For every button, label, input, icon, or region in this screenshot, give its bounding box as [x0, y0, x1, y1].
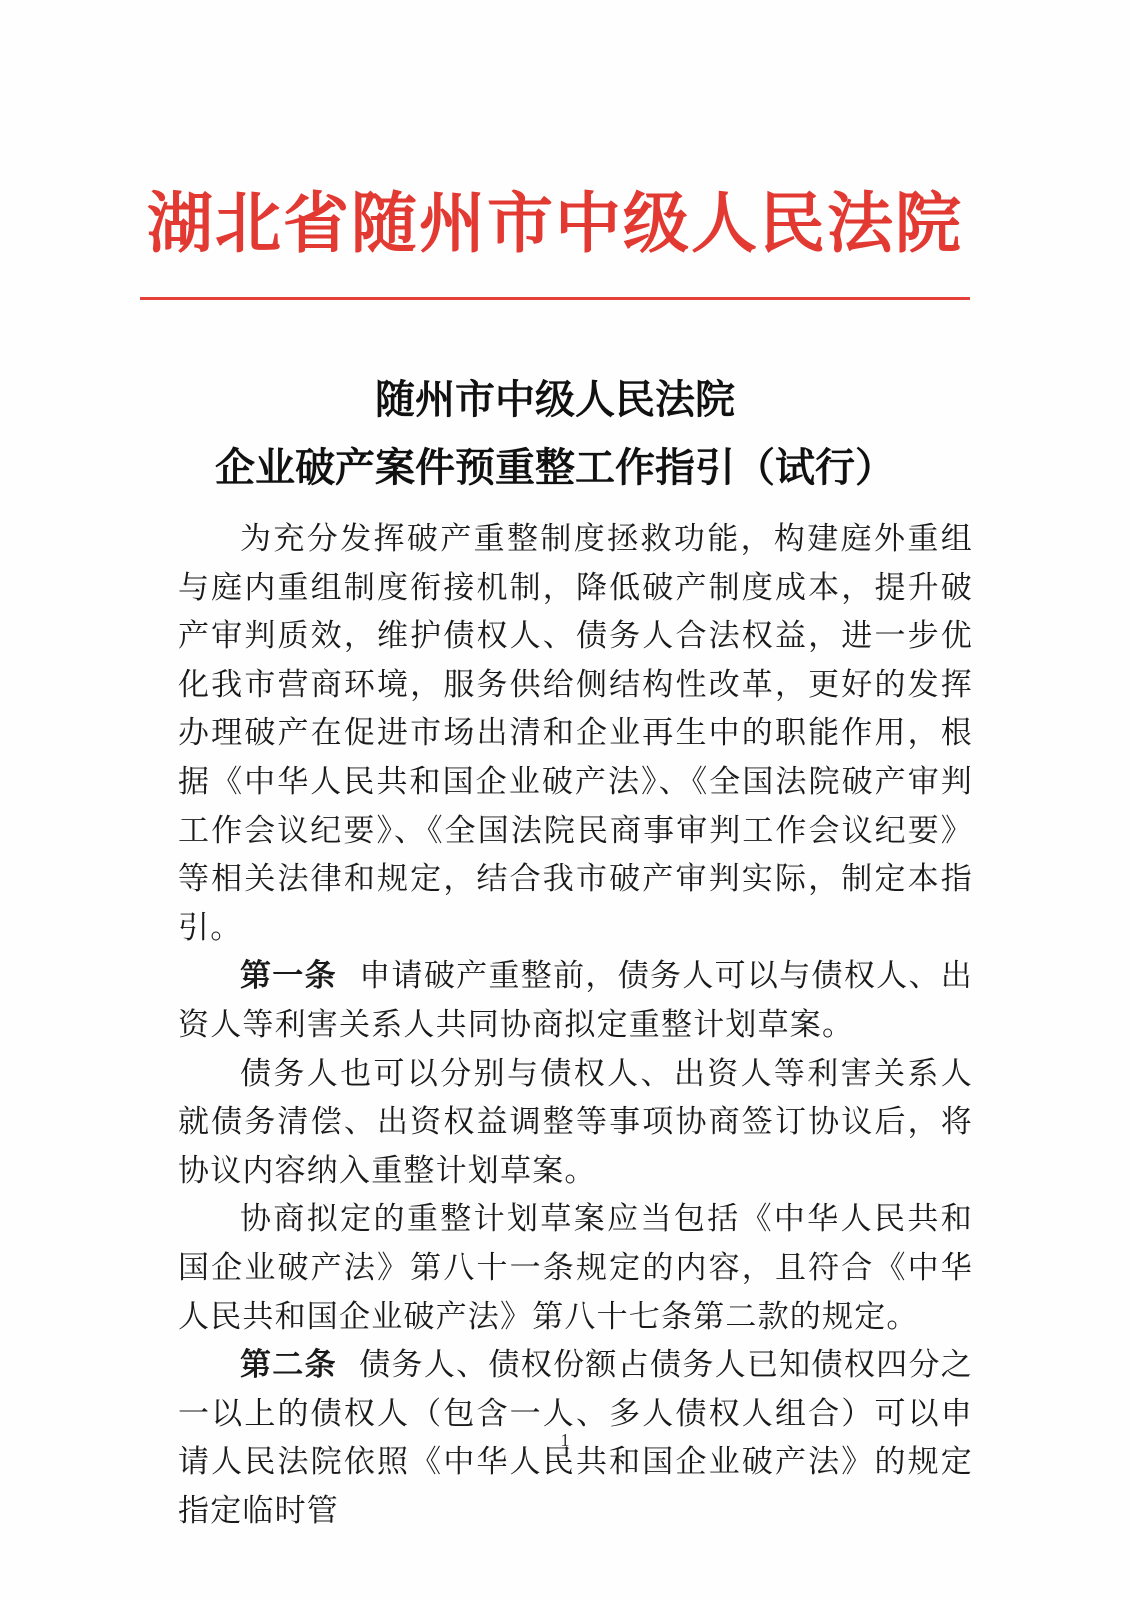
- preamble-paragraph: 为充分发挥破产重整制度拯救功能，构建庭外重组与庭内重组制度衔接机制，降低破产制度成本，提升破产审判质效，维护债权人、债务人合法权益，进一步优化我市营商环境，服务供给侧结构性改革，更好的发挥办理破产在促进市场出清和企业再生中的职能作用，根据《中华人民共和国企业破产法》、《全国法院破产审判工作会议纪要》、《全国法院民商事审判工作会议纪要》等相关法律和规定，结合我市破产审判实际，制定本指引。: [178, 521, 973, 946]
- page-number: 1: [560, 1430, 570, 1450]
- article-1-paragraph: [178, 952, 973, 1049]
- document-title-line-2: 企业破产案件预重整工作指引（试行）: [215, 444, 895, 491]
- document-body: [178, 515, 973, 1535]
- court-letterhead: 湖北省随州市中级人民法院: [147, 184, 963, 262]
- article-1-text: 申请破产重整前，债务人可以与债权人、出资人等利害关系人共同协商拟定重整计划草案。: [178, 958, 973, 1043]
- article-1-paragraph-3: 协商拟定的重整计划草案应当包括《中华人民共和国企业破产法》第八十一条规定的内容，且符合《中华人民共和国企业破产法》第八十七条第二款的规定。: [178, 1201, 973, 1335]
- article-1-paragraph-2: 债务人也可以分别与债权人、出资人等利害关系人就债务清偿、出资权益调整等事项协商签订协议后，将协议内容纳入重整计划草案。: [178, 1055, 973, 1189]
- article-2-text: 债务人、债权份额占债务人已知债权四分之一以上的债权人（包含一人、多人债权人组合）可以申请人民法院依照《中华人民共和国企业破产法》的规定指定临时管: [178, 1347, 973, 1529]
- letterhead-divider: [140, 297, 970, 300]
- article-1-label: 第一条: [240, 958, 337, 995]
- article-2-label: 第二条: [240, 1347, 337, 1384]
- document-title-line-1: 随州市中级人民法院: [375, 376, 735, 423]
